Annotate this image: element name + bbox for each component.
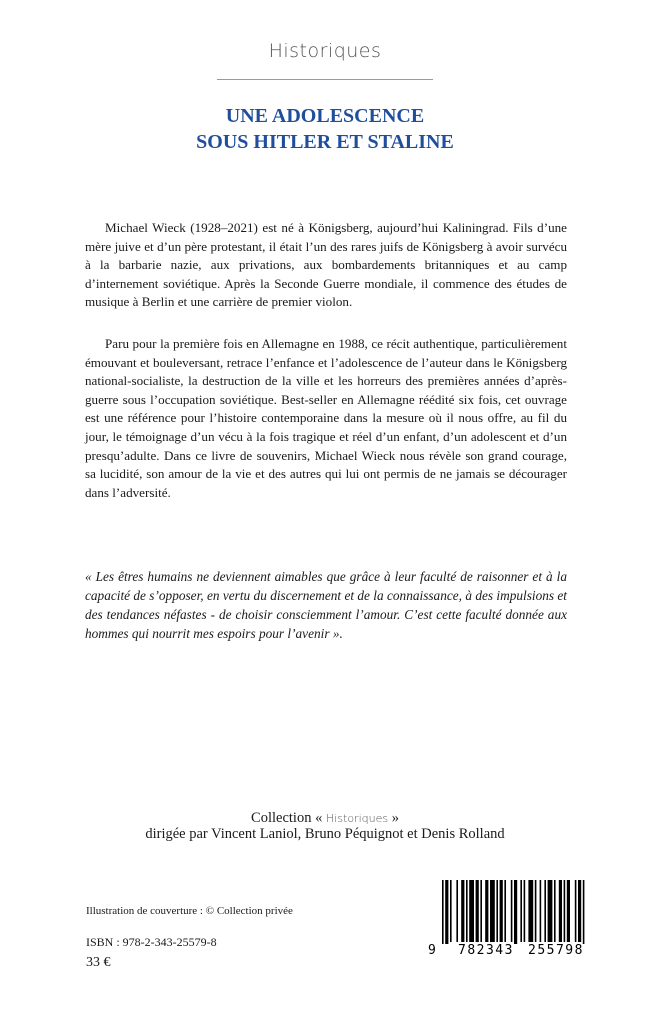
barcode-bar <box>575 880 577 942</box>
barcode-bar <box>456 880 458 942</box>
barcode-bar <box>445 880 448 944</box>
price-text: 33 € <box>86 955 111 970</box>
barcode-bar <box>524 880 526 942</box>
barcode-bar <box>461 880 464 942</box>
barcode-bar <box>567 880 570 942</box>
barcode-bar <box>528 880 533 942</box>
barcode <box>422 880 592 970</box>
isbn-text: ISBN : 978-2-343-25579-8 <box>86 935 217 949</box>
book-title-line-1: UNE ADOLESCENCE <box>225 105 425 127</box>
barcode-bar <box>520 880 522 942</box>
barcode-bar <box>450 880 452 942</box>
synopsis-paragraph-2: Paru pour la première fois en Allemagne en 1988, ce récit authentique, particulièrement émouvant et bouleversant, retrace l’enfance et l’adolescence de l’auteur dans le Königsberg national-socialiste, la destruction de la ville et les horreurs des premières années d’après-guerre sous l’occupation soviétique. Best-seller en Allemagne réédité six fois, cet ouvrage est une référence pour l’histoire contemporaine dans la mesure où il nous offre, au fil du jour, le témoignage d’un vécu à la fois tragique et réel d’un enfant, d’un adolescent et d’un presqu’adulte. Dans ce livre de souvenirs, Michael Wieck nous révèle son grand courage, sa lucidité, son amour de la vie et des autres qui lui ont permis de ne jamais se décourager dans l’adversité. <box>85 336 567 500</box>
collection-editors: dirigée par Vincent Laniol, Bruno Péquignot et Denis Rolland <box>145 826 505 842</box>
barcode-bar <box>514 880 517 944</box>
synopsis-paragraph-1: Michael Wieck (1928–2021) est né à Königsberg, aujourd’hui Kaliningrad. Fils d’une mère juive et d’un père protestant, il était l’un des rares juifs de Königsberg à avoir survécu à la barbarie nazie, aux privations, aux bombardements britanniques et au camp d’internement soviétique. Après la Seconde Guerre mondiale, il commence des études de musique à Berlin et une carrière de premier violon. <box>85 220 567 310</box>
barcode-bar <box>511 880 513 942</box>
barcode-bars-icon <box>422 880 592 944</box>
barcode-bar <box>490 880 495 942</box>
barcode-bar <box>564 880 566 942</box>
barcode-first-digit: 9 <box>428 943 436 958</box>
barcode-digit-group-2: 255798 <box>528 943 584 958</box>
barcode-bar <box>559 880 562 942</box>
barcode-bar <box>535 880 537 942</box>
barcode-bar <box>496 880 498 942</box>
barcode-bar <box>466 880 468 942</box>
barcode-bar <box>480 880 482 942</box>
collection-logo: Historiques <box>325 812 389 825</box>
barcode-bar <box>578 880 581 942</box>
author-quote: « Les êtres humains ne deviennent aimables que grâce à leur faculté de raisonner et à la capacité de s’opposer, en vertu du discernement et de la connaissance, à des impulsions et des tendances néfastes - de choisir consciemment l’amour. C’est cette faculté donnée aux hommes qui nourrit mes espoirs pour l’avenir ». <box>85 569 567 641</box>
cover-credit: Illustration de couverture : © Collection privée <box>86 905 293 917</box>
barcode-digit-group-1: 782343 <box>458 943 514 958</box>
series-divider <box>217 79 433 80</box>
barcode-bar <box>504 880 506 942</box>
barcode-bar <box>500 880 503 942</box>
barcode-bar <box>548 880 553 942</box>
barcode-bar <box>554 880 556 942</box>
barcode-bar <box>540 880 542 942</box>
barcode-bar <box>583 880 585 944</box>
collection-line <box>0 810 650 827</box>
collection-prefix: Collection « <box>251 810 323 826</box>
barcode-bar <box>442 880 444 944</box>
barcode-bar <box>476 880 479 942</box>
barcode-bar <box>544 880 546 942</box>
book-title-line-2: SOUS HITLER ET STALINE <box>196 131 454 153</box>
barcode-bar <box>469 880 474 942</box>
collection-suffix: » <box>391 810 399 826</box>
barcode-bar <box>485 880 488 942</box>
series-logo: Historiques <box>268 40 382 62</box>
